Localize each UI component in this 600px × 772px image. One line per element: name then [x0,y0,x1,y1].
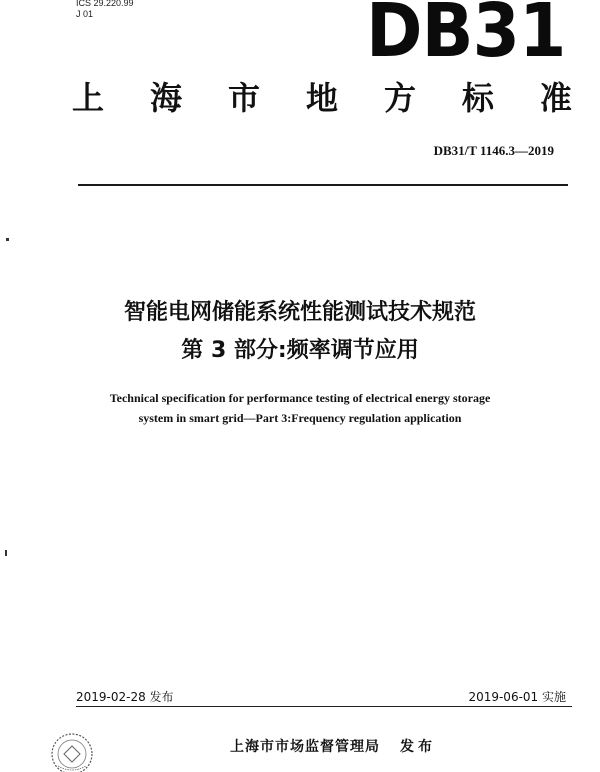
title-char: 方 [383,79,416,117]
header-divider [78,184,568,186]
footer-divider [76,706,572,707]
scan-mark [5,550,7,556]
title-char: 上 [72,79,105,117]
publisher-name: 上海市市场监督管理局 [230,739,380,755]
chinese-title-line-1: 智能电网储能系统性能测试技术规范 [123,300,476,325]
issue-date: 2019-02-28 发布 [76,690,174,704]
title-char: 准 [539,79,572,117]
title-char: 标 [461,79,494,117]
title-char: 市 [227,79,260,117]
implementation-date: 2019-06-01 实施 [468,690,566,704]
standard-number: DB31/T 1146.3—2019 [433,143,554,158]
official-seal-icon [44,724,100,772]
db31-logo: DB31 [366,0,566,74]
title-char: 海 [149,79,182,117]
chinese-title-line-2: 第 3 部分:频率调节应用 [181,338,419,363]
english-title-line-2: system in smart grid—Part 3:Frequency regulation application [138,411,462,425]
document-type-title [72,78,572,118]
title-char: 地 [305,79,338,117]
release-label: 发布 [400,739,436,755]
scan-mark [6,238,9,241]
ics-number: ICS 29.220.99 [76,0,134,8]
ccs-number: J 01 [76,9,94,19]
english-title-line-1: Technical specification for performance testing of electrical energy storage [109,391,491,405]
ics-code [76,0,134,20]
